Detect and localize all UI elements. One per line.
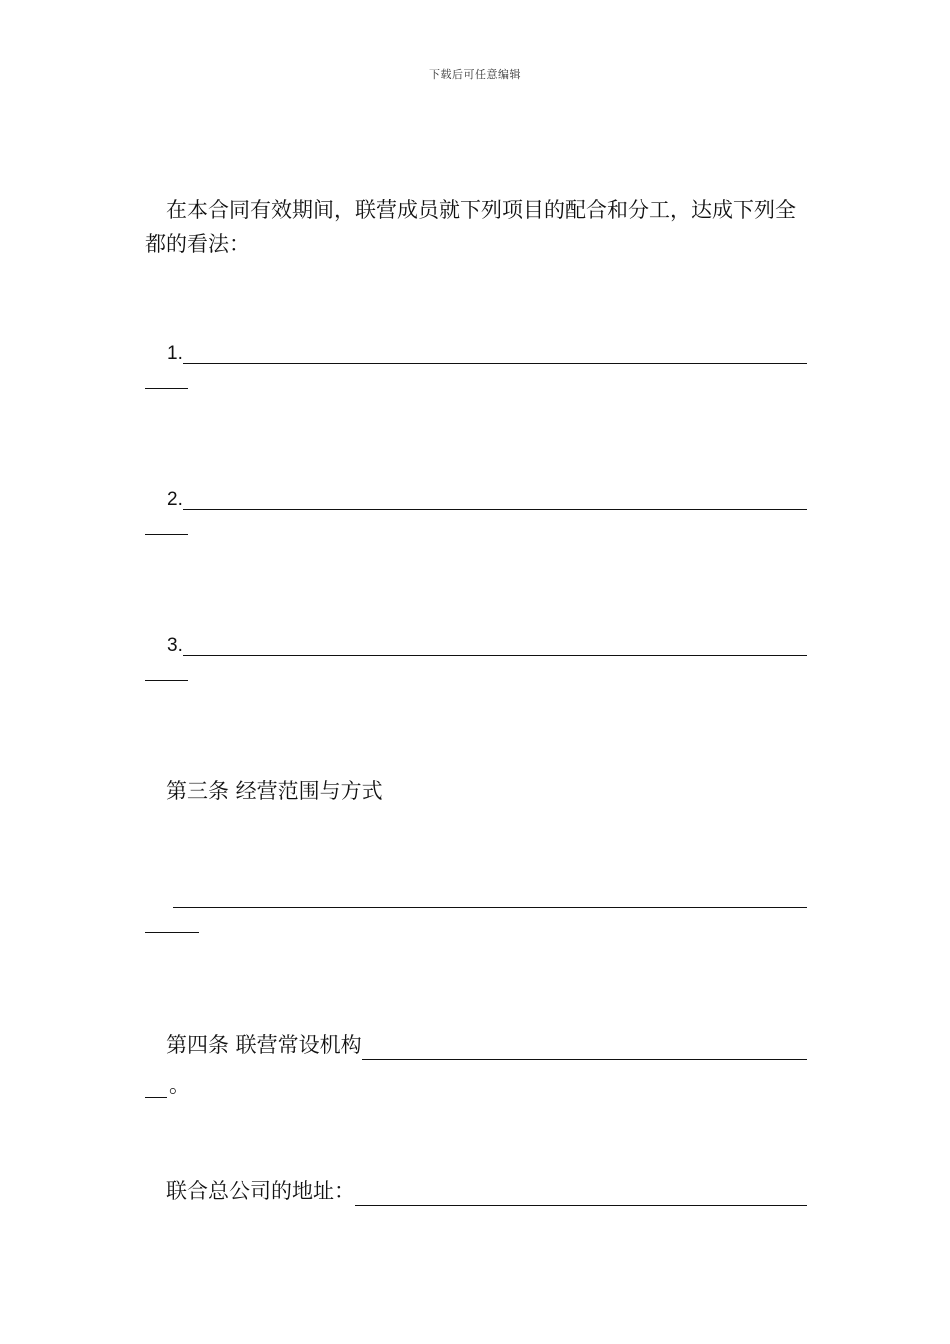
item-number: 2. — [167, 489, 183, 510]
fill-in-line — [355, 1183, 807, 1206]
fill-in-line-continuation — [145, 533, 188, 535]
fill-in-line — [183, 489, 807, 510]
blank-item-3 — [145, 632, 807, 681]
fill-in-line-continuation — [145, 931, 199, 933]
fill-in-line — [183, 343, 807, 364]
fill-in-line — [362, 1037, 807, 1060]
item-number: 3. — [167, 635, 183, 656]
period-mark: 。 — [169, 1073, 190, 1097]
fill-in-line — [173, 887, 807, 908]
address-label: 联合总公司的地址： — [166, 1179, 355, 1203]
fill-in-line — [183, 635, 807, 656]
address-row — [145, 1176, 807, 1206]
article-4-label: 第四条 联营常设机构 — [166, 1033, 362, 1057]
intro-paragraph: 在本合同有效期间，联营成员就下列项目的配合和分工，达成下列全都的看法： — [145, 198, 796, 256]
article-3-blank — [145, 884, 807, 933]
article-4-row — [145, 1030, 807, 1060]
fill-in-line-continuation — [145, 1075, 167, 1098]
blank-item-2 — [145, 486, 807, 535]
article-3-title: 第三条 经营范围与方式 — [166, 779, 383, 803]
page-header: 下载后可任意编辑 — [429, 68, 521, 81]
article-4-continuation — [145, 1072, 190, 1098]
blank-item-1 — [145, 340, 807, 389]
fill-in-line-continuation — [145, 679, 188, 681]
item-number: 1. — [167, 343, 183, 364]
fill-in-line-continuation — [145, 387, 188, 389]
